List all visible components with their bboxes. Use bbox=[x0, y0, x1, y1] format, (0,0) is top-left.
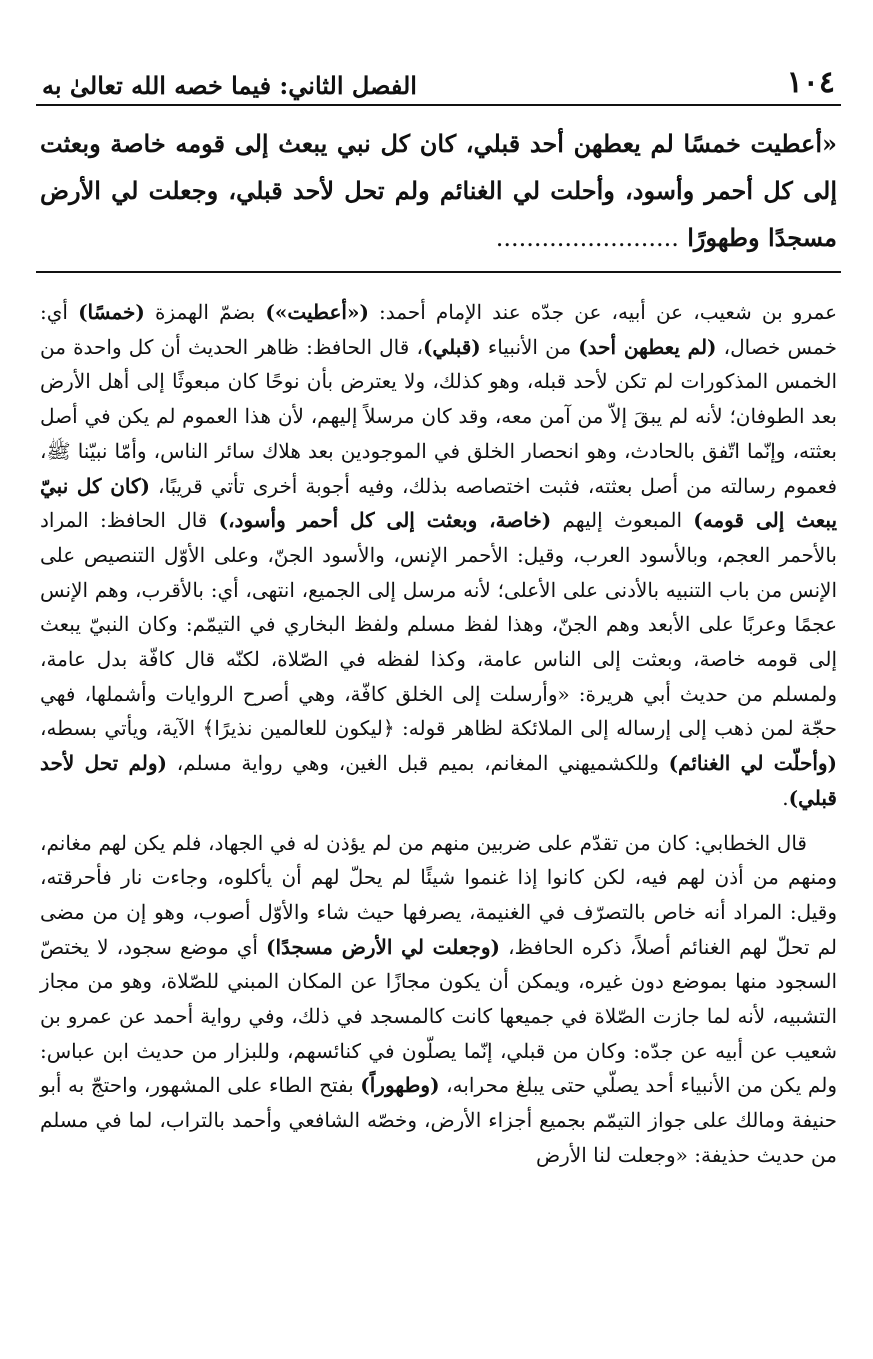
text-run: بفتح الطاء على المشهور، واحتجّ به أبو حنيفة ومالك على جواز التيمّم بجميع أجزاء الأرض، وخصّه الشافعي وأحمد بالتراب، لما في مسلم من حديث حذيفة: «وجعلت لنا الأرض bbox=[40, 1073, 837, 1167]
book-page bbox=[36, 52, 841, 1173]
commentary bbox=[40, 295, 837, 1173]
quoted-term: («أعطيت») bbox=[265, 300, 369, 324]
text-run: قال الخطابي: كان من تقدّم على ضربين منهم من لم يؤذن له في الجهاد، فلم يكن لهم مغانم، ومنهم من أذن لهم فيه، لكن كانوا إذا غنموا شيئًا لم يحلّ لهم أن يأكلوه، وجاءت نار فأحرقته، وقيل: المراد أنه خاص بالتصرّف في الغنيمة، يصرفها حيث شاء والأوّل أصوب، وهو إن من مضى لم تحلّ لهم الغنائم أصلاً، ذكره الحافظ، bbox=[40, 830, 838, 959]
text-run: ، قال الحافظ: ظاهر الحديث أن كل واحدة من الخمس المذكورات لم تكن لأحد قبله، وهو كذلك، ولا يعترض بأن نوحًا كان مبعوثًا إلى أهل الأرض بعد الطوفان؛ لأنه لم يبقَ إلاّ من آمن معه، وقد كان مرسلاً إليهم، لأن هذا العموم لم يكن في أصل بعثته، وإنّما اتّفق بالحادث، وهو انحصار الخلق في الموجودين بعد هلاك سائر الناس، وأمّا نبيّنا ﷺ، فعموم رسالته من أصل بعثته، فثبت اختصاصه بذلك، وفيه أجوبة أخرى تأتي قريبًا، bbox=[40, 334, 838, 498]
quoted-term: (خاصة، وبعثت إلى كل أحمر وأسود،) bbox=[218, 508, 552, 533]
page-number: ١٠٤ bbox=[786, 65, 835, 100]
hadith-body: «أعطيت خمسًا لم يعطهن أحد قبلي، كان كل نبي يبعث إلى قومه خاصة وبعثت إلى كل أحمر وأسود، وأحلت لي الغنائم ولم تحل لأحد قبلي، وجعلت لي الأرض مسجدًا وطهورًا bbox=[40, 129, 837, 252]
hadith-text bbox=[40, 120, 837, 261]
text-run: أي: خمس خصال، bbox=[40, 300, 837, 359]
text-run: عمرو بن شعيب، عن أبيه، عن جدّه عند الإمام أحمد: bbox=[368, 300, 837, 324]
quoted-term: (وطهوراً) bbox=[360, 1073, 440, 1098]
text-run: من الأنبياء bbox=[480, 334, 579, 359]
chapter-title: الفصل الثاني: فيما خصه الله تعالىٰ به bbox=[42, 71, 417, 100]
text-run: . bbox=[782, 785, 789, 810]
text-run: بضمّ الهمزة bbox=[144, 300, 266, 324]
text-run: وللكشميهني المغانم، بميم قبل الغين، وهي رواية مسلم، bbox=[167, 751, 669, 776]
ellipsis-dots: ........................ bbox=[495, 224, 679, 252]
text-run: المبعوث إليهم bbox=[551, 508, 694, 533]
quoted-term: (كان كل نبيّ يبعث إلى قومه) bbox=[40, 473, 838, 533]
quoted-term: (قبلي) bbox=[422, 334, 481, 359]
quoted-term: (وأحلّت لي الغنائم) bbox=[668, 751, 838, 776]
quoted-term: (وجعلت لي الأرض مسجدًا) bbox=[266, 934, 501, 959]
text-run: قال الحافظ: المراد بالأحمر العجم، وبالأسود العرب، وقيل: الأحمر الإنس، والأسود الجنّ، وعلى الأوّل التنصيص على الإنس من باب التنبيه بالأدنى على الأعلى؛ لأنه مرسل إلى الجميع، انتهى، أي: بالأقرب، وهم الإنس عجمًا وعربًا على الأبعد وهم الجنّ، وهذا لفظ مسلم ولفظ البخاري في التيمّم: وكان النبيّ يبعث إلى قومه خاصة، وبعثت إلى الناس عامة، وكذا لفظه في الصّلاة، لكنّه قال كافّة بدل عامة، ولمسلم من حديث أبي هريرة: «وأرسلت إلى الخلق كافّة، وهي أصرح الروايات وأشملها، فهي حجّة لمن ذهب إلى إرساله إلى الملائكة لظاهر قوله: ﴿ليكون للعالمين نذيرًا﴾ الآية، ويأتي بسطه، bbox=[40, 508, 838, 741]
page-header bbox=[36, 52, 841, 98]
quoted-term: (خمسًا) bbox=[78, 300, 145, 324]
commentary-paragraph-1 bbox=[40, 295, 837, 816]
section-divider bbox=[36, 271, 841, 273]
commentary-paragraph-2 bbox=[40, 826, 837, 1173]
header-rule bbox=[36, 104, 841, 106]
quoted-term: (ولم تحل لأحد قبلي) bbox=[40, 751, 837, 810]
quoted-term: (لم يعطهن أحد) bbox=[578, 334, 717, 359]
text-run: أي موضع سجود، لا يختصّ السجود منها بموضع دون غيره، ويمكن أن يكون مجازًا عن المكان المبني للصّلاة، وهو من مجاز التشبيه، لأنه لما جازت الصّلاة في جميعها كانت كالمسجد في ذلك، وفي رواية أحمد عن عمرو بن شعيب عن أبيه عن جدّه: وكان من قبلي، إنّما يصلّون في كنائسهم، وللبزار من حديث ابن عباس: ولم يكن من الأنبياء أحد يصلّي حتى يبلغ محرابه، bbox=[40, 934, 837, 1098]
